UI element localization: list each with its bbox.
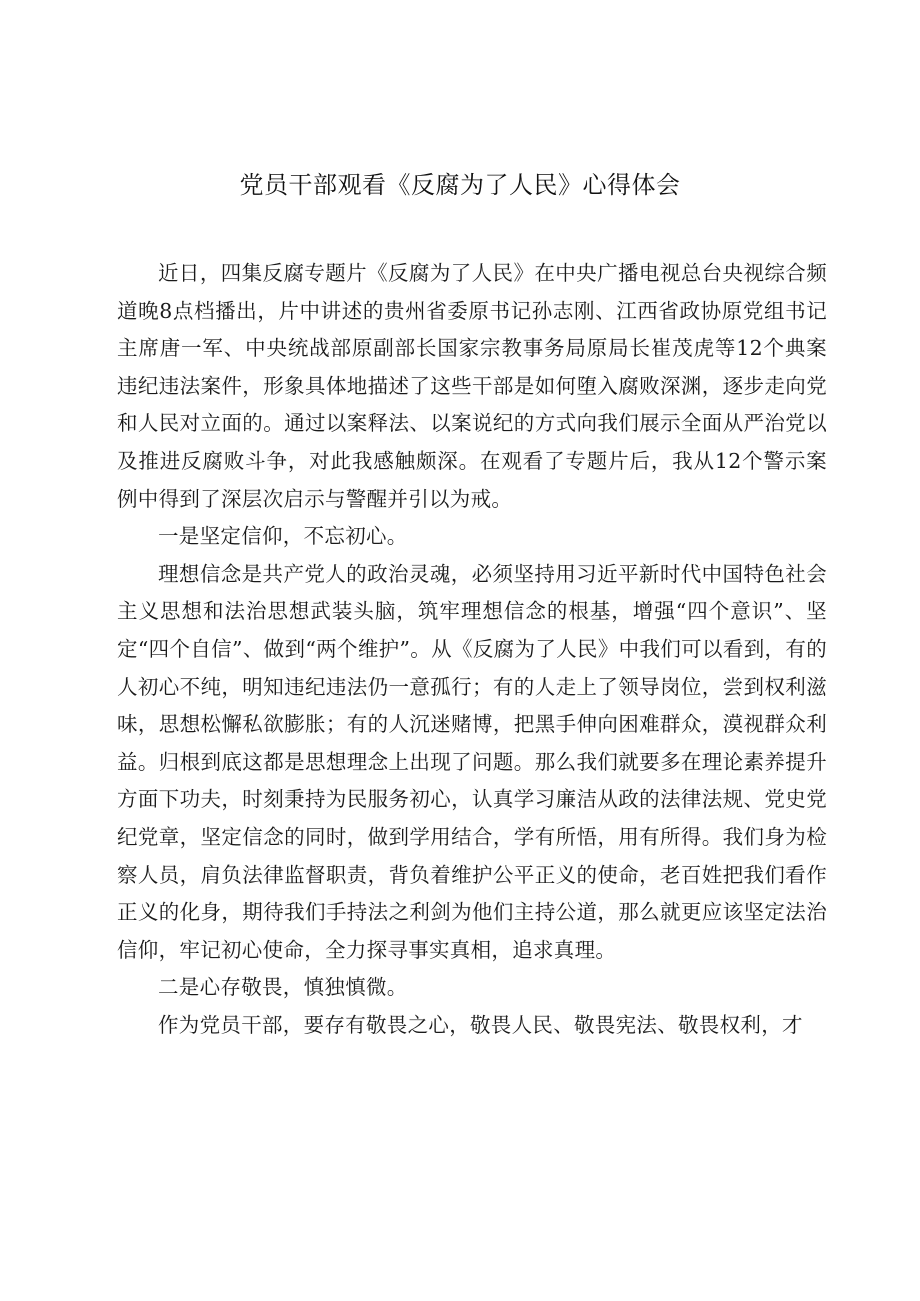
- section-heading-1: 一是坚定信仰，不忘初心。: [158, 524, 408, 549]
- paragraph-section-2: 作为党员干部，要存有敬畏之心，敬畏人民、敬畏宪法、敬畏权利，才: [158, 1012, 803, 1037]
- section-heading-2: 二是心存敬畏，慎独慎微。: [158, 975, 408, 1000]
- paragraph-section-1: 理想信念是共产党人的政治灵魂，必须坚持用习近平新时代中国特色社会主义思想和法治思想武装头脑，筑牢理想信念的根基，增强“四个意识”、坚定“四个自信”、做到“两个维护”。从《反腐为了人民》中我们可以看到，有的人初心不纯，明知违纪违法仍一意孤行；有的人走上了领导岗位，尝到权利滋味，思想松懈私欲膨胀；有的人沉迷赌博，把黑手伸向困难群众，漠视群众利益。归根到底这都是思想理念上出现了问题。那么我们就要多在理论素养提升方面下功夫，时刻秉持为民服务初心，认真学习廉洁从政的法律法规、党史党纪党章，坚定信念的同时，做到学用结合，学有所悟，用有所得。我们身为检察人员，肩负法律监督职责，背负着维护公平正义的使命，老百姓把我们看作正义的化身，期待我们手持法之利剑为他们主持公道，那么就更应该坚定法治信仰，牢记初心使命，全力探寻事实真相，追求真理。: [117, 561, 827, 962]
- document-title: 党员干部观看《反腐为了人民》心得体会: [239, 171, 681, 199]
- document-body: [117, 255, 827, 1044]
- paragraph-intro: 近日，四集反腐专题片《反腐为了人民》在中央广播电视总台央视综合频道晚8点档播出，片中讲述的贵州省委原书记孙志刚、江西省政协原党组书记主席唐一军、中央统战部原副部长国家宗教事务局原局长崔茂虎等12个典案违纪违法案件，形象具体地描述了这些干部是如何堕入腐败深渊，逐步走向党和人民对立面的。通过以案释法、以案说纪的方式向我们展示全面从严治党以及推进反腐败斗争，对此我感触颇深。在观看了专题片后，我从12个警示案例中得到了深层次启示与警醒并引以为戒。: [117, 261, 827, 511]
